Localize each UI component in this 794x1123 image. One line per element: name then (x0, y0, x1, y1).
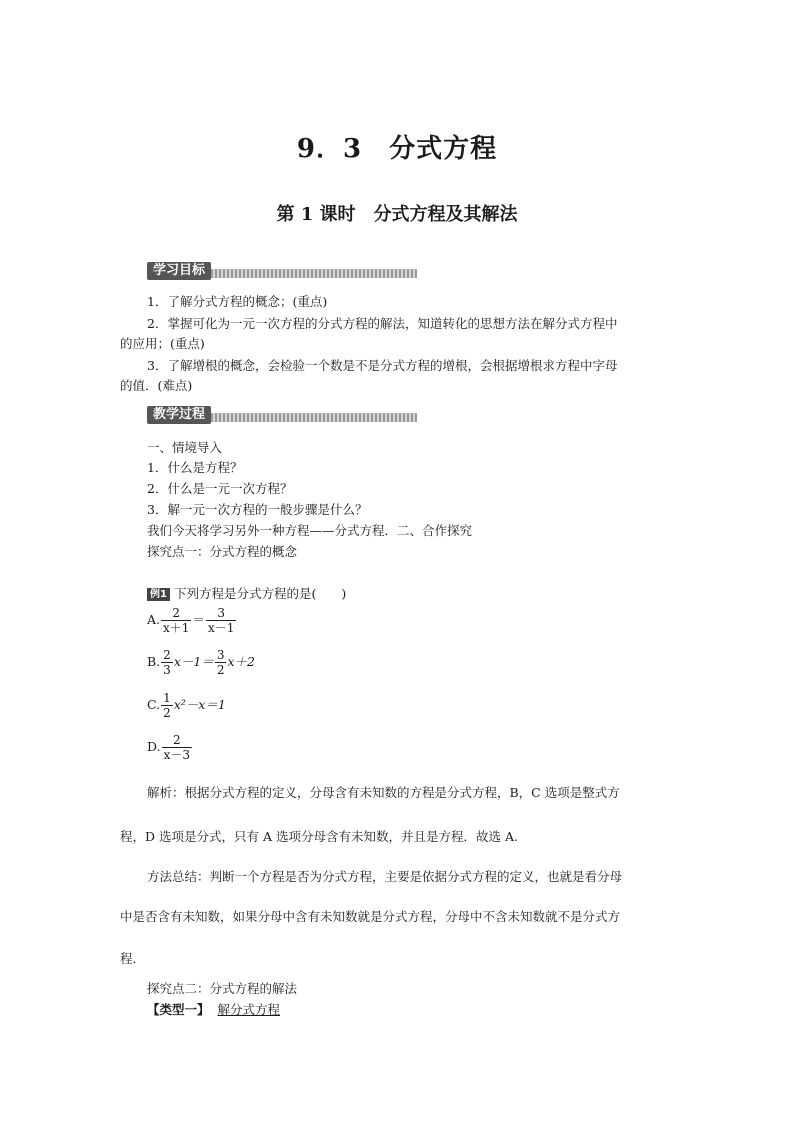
numerator: 3 (217, 606, 225, 620)
numerator: 2 (163, 648, 171, 662)
denominator: 2 (163, 706, 171, 720)
intro-q2: 2．什么是一元一次方程？ (147, 481, 293, 496)
intro-q3: 3．解一元一次方程的一般步骤是什么？ (147, 502, 368, 517)
expression-middle: x－1＝ (173, 654, 214, 669)
lesson-subtitle: 第 1 课时 分式方程及其解法 (276, 204, 518, 225)
denominator: 2 (216, 663, 225, 677)
numerator: 1 (163, 691, 171, 705)
option-label: C. (147, 697, 161, 712)
option-d (147, 733, 193, 762)
expression-tail: x＋2 (227, 654, 255, 669)
equals-sign: ＝ (192, 612, 205, 627)
example-question (147, 583, 346, 605)
type-heading (147, 999, 280, 1021)
fraction (161, 606, 191, 635)
summary-line-3: 程． (120, 951, 146, 966)
summary-line-2: 中是否含有未知数，如果分母中含有未知数就是分式方程，分母中不含未知数就不是分式方 (120, 909, 621, 924)
option-label: D. (147, 739, 161, 754)
example-badge: 例1 (147, 588, 170, 601)
fraction (206, 606, 236, 635)
process-tag: 教学过程 (147, 406, 211, 424)
goal-1: 1．了解分式方程的概念；(重点) (147, 294, 328, 309)
goal-2-cont: 的应用；(重点) (120, 336, 205, 351)
option-a (147, 606, 237, 635)
numerator: 2 (172, 733, 181, 747)
expression-tail: x²－x＝1 (173, 697, 226, 712)
fraction (215, 648, 227, 677)
fraction (162, 733, 192, 762)
type-label: 【类型一】 (147, 1002, 210, 1017)
option-b (147, 648, 255, 677)
denominator: x＋1 (163, 621, 190, 635)
goal-3-cont: 的值．(难点) (120, 378, 193, 393)
denominator: x－3 (163, 748, 190, 762)
explore-point-1: 探究点一：分式方程的概念 (147, 544, 298, 559)
goal-2: 2．掌握可化为一元一次方程的分式方程的解法，知道转化的思想方法在解分式方程中 (147, 316, 618, 331)
intro-transition: 我们今天将学习另外一种方程——分式方程．二、合作探究 (147, 523, 473, 538)
intro-heading: 一、情境导入 (147, 440, 223, 455)
type-title: 解分式方程 (217, 1002, 281, 1017)
fraction (161, 648, 173, 677)
intro-q1: 1．什么是方程？ (147, 460, 243, 475)
denominator: x－1 (207, 621, 235, 635)
goals-banner (147, 262, 417, 280)
goal-3: 3．了解增根的概念，会检验一个数是不是分式方程的增根，会根据增根求方程中字母 (147, 358, 618, 373)
goals-tag: 学习目标 (147, 262, 211, 280)
analysis-line-1: 解析：根据分式方程的定义，分母含有未知数的方程是分式方程，B，C 选项是整式方 (147, 785, 620, 800)
option-c (147, 691, 226, 720)
analysis-line-2: 程，D 选项是分式，只有 A 选项分母含有未知数，并且是方程．故选 A. (120, 829, 518, 844)
page-title: 9．3 分式方程 (296, 134, 498, 164)
fraction (161, 691, 173, 720)
option-label: B. (147, 654, 161, 669)
denominator: 3 (163, 663, 171, 677)
numerator: 2 (172, 606, 181, 620)
explore-point-2: 探究点二：分式方程的解法 (147, 981, 298, 996)
option-label: A. (147, 612, 161, 627)
example-question-text: 下列方程是分式方程的是( ) (173, 586, 347, 601)
process-banner (147, 406, 417, 424)
numerator: 3 (216, 648, 225, 662)
summary-line-1: 方法总结：判断一个方程是否为分式方程，主要是依据分式方程的定义，也就是看分母 (147, 869, 623, 884)
